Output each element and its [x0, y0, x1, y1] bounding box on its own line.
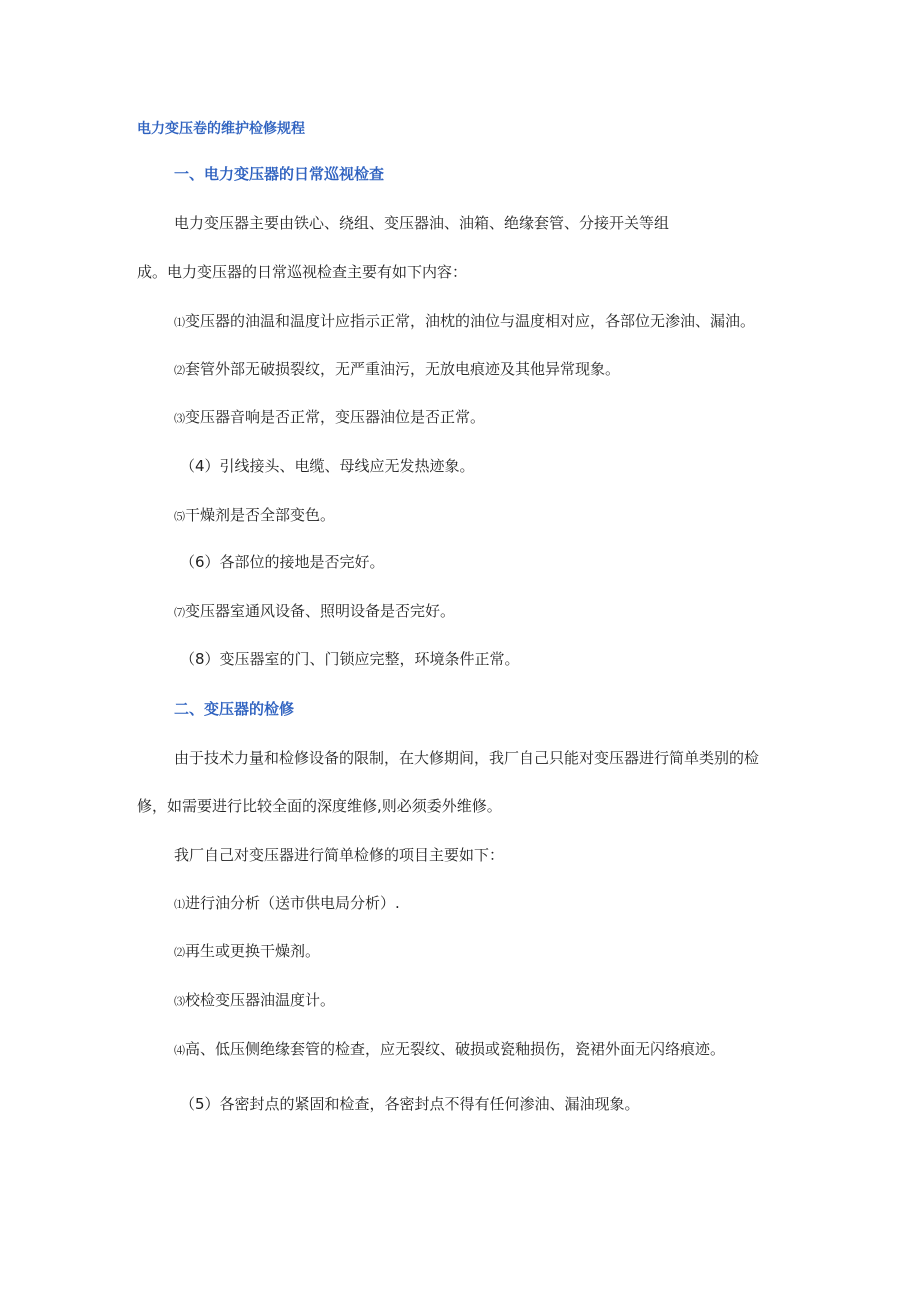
list-item-number: ⑶	[174, 412, 185, 425]
list-item-number: ⑴	[174, 316, 185, 329]
list-item-text: 干燥剂是否全部变色。	[185, 506, 336, 524]
list-item-number: ⑸	[174, 510, 185, 523]
list-item	[174, 407, 485, 429]
section-2-intro: 我厂自己对变压器进行简单检修的项目主要如下：	[174, 846, 505, 864]
list-item-number: （6）	[180, 553, 220, 571]
list-item	[180, 552, 385, 572]
list-item	[174, 359, 620, 381]
list-item-number: （8）	[180, 650, 220, 668]
list-item	[174, 505, 335, 527]
document-title: 电力变压卷的维护检修规程	[137, 121, 305, 137]
list-item-text: 变压器的油温和温度计应指示正常，油枕的油位与温度相对应，各部位无渗油、漏油。	[185, 312, 756, 330]
list-item	[174, 941, 320, 963]
list-item-text: 套管外部无破损裂纹，无严重油污，无放电痕迹及其他异常现象。	[185, 360, 621, 378]
section-2-heading: 二、变压器的检修	[174, 700, 295, 718]
section-2-para-line-1: 由于技术力量和检修设备的限制，在大修期间，我厂自己只能对变压器进行简单类别的检	[174, 749, 760, 767]
list-item	[174, 893, 400, 915]
list-item-text: 高、低压侧绝缘套管的检查，应无裂纹、破损或瓷釉损伤，瓷裙外面无闪络痕迹。	[185, 1040, 726, 1058]
list-item	[180, 649, 520, 669]
list-item	[180, 1094, 640, 1114]
list-item-text: 各密封点的紧固和检查，各密封点不得有任何渗油、漏油现象。	[219, 1095, 640, 1113]
list-item-number: ⑺	[174, 606, 185, 619]
list-item	[174, 311, 755, 333]
list-item	[174, 1039, 725, 1061]
section-2-para-line-2: 修，如需要进行比较全面的深度维修,则必须委外维修。	[137, 797, 502, 815]
list-item-number: ⑷	[174, 1044, 185, 1057]
section-1-heading: 一、电力变压器的日常巡视检查	[174, 165, 385, 183]
list-item-number: ⑴	[174, 898, 185, 911]
list-item	[174, 601, 455, 623]
list-item	[180, 456, 475, 476]
list-item-number: （5）	[180, 1095, 220, 1113]
list-item-number: ⑵	[174, 946, 185, 959]
list-item-number: ⑶	[174, 995, 185, 1008]
list-item-text: 各部位的接地是否完好。	[219, 553, 385, 571]
section-1-intro-line-1: 电力变压器主要由铁心、绕组、变压器油、油箱、绝缘套管、分接开关等组	[174, 214, 670, 232]
list-item-text: 引线接头、电缆、母线应无发热迹象。	[219, 457, 475, 475]
list-item-text: 变压器音响是否正常，变压器油位是否正常。	[185, 408, 486, 426]
list-item-number: （4）	[180, 457, 220, 475]
list-item-number: ⑵	[174, 364, 185, 377]
list-item-text: 进行油分析（送市供电局分析）.	[185, 894, 400, 912]
list-item	[174, 990, 335, 1012]
list-item-text: 再生或更换干燥剂。	[185, 942, 321, 960]
list-item-text: 变压器室的门、门锁应完整，环境条件正常。	[219, 650, 520, 668]
section-1-intro-line-2: 成。电力变压器的日常巡视检查主要有如下内容：	[137, 263, 468, 281]
list-item-text: 校检变压器油温度计。	[185, 991, 336, 1009]
list-item-text: 变压器室通风设备、照明设备是否完好。	[185, 602, 456, 620]
